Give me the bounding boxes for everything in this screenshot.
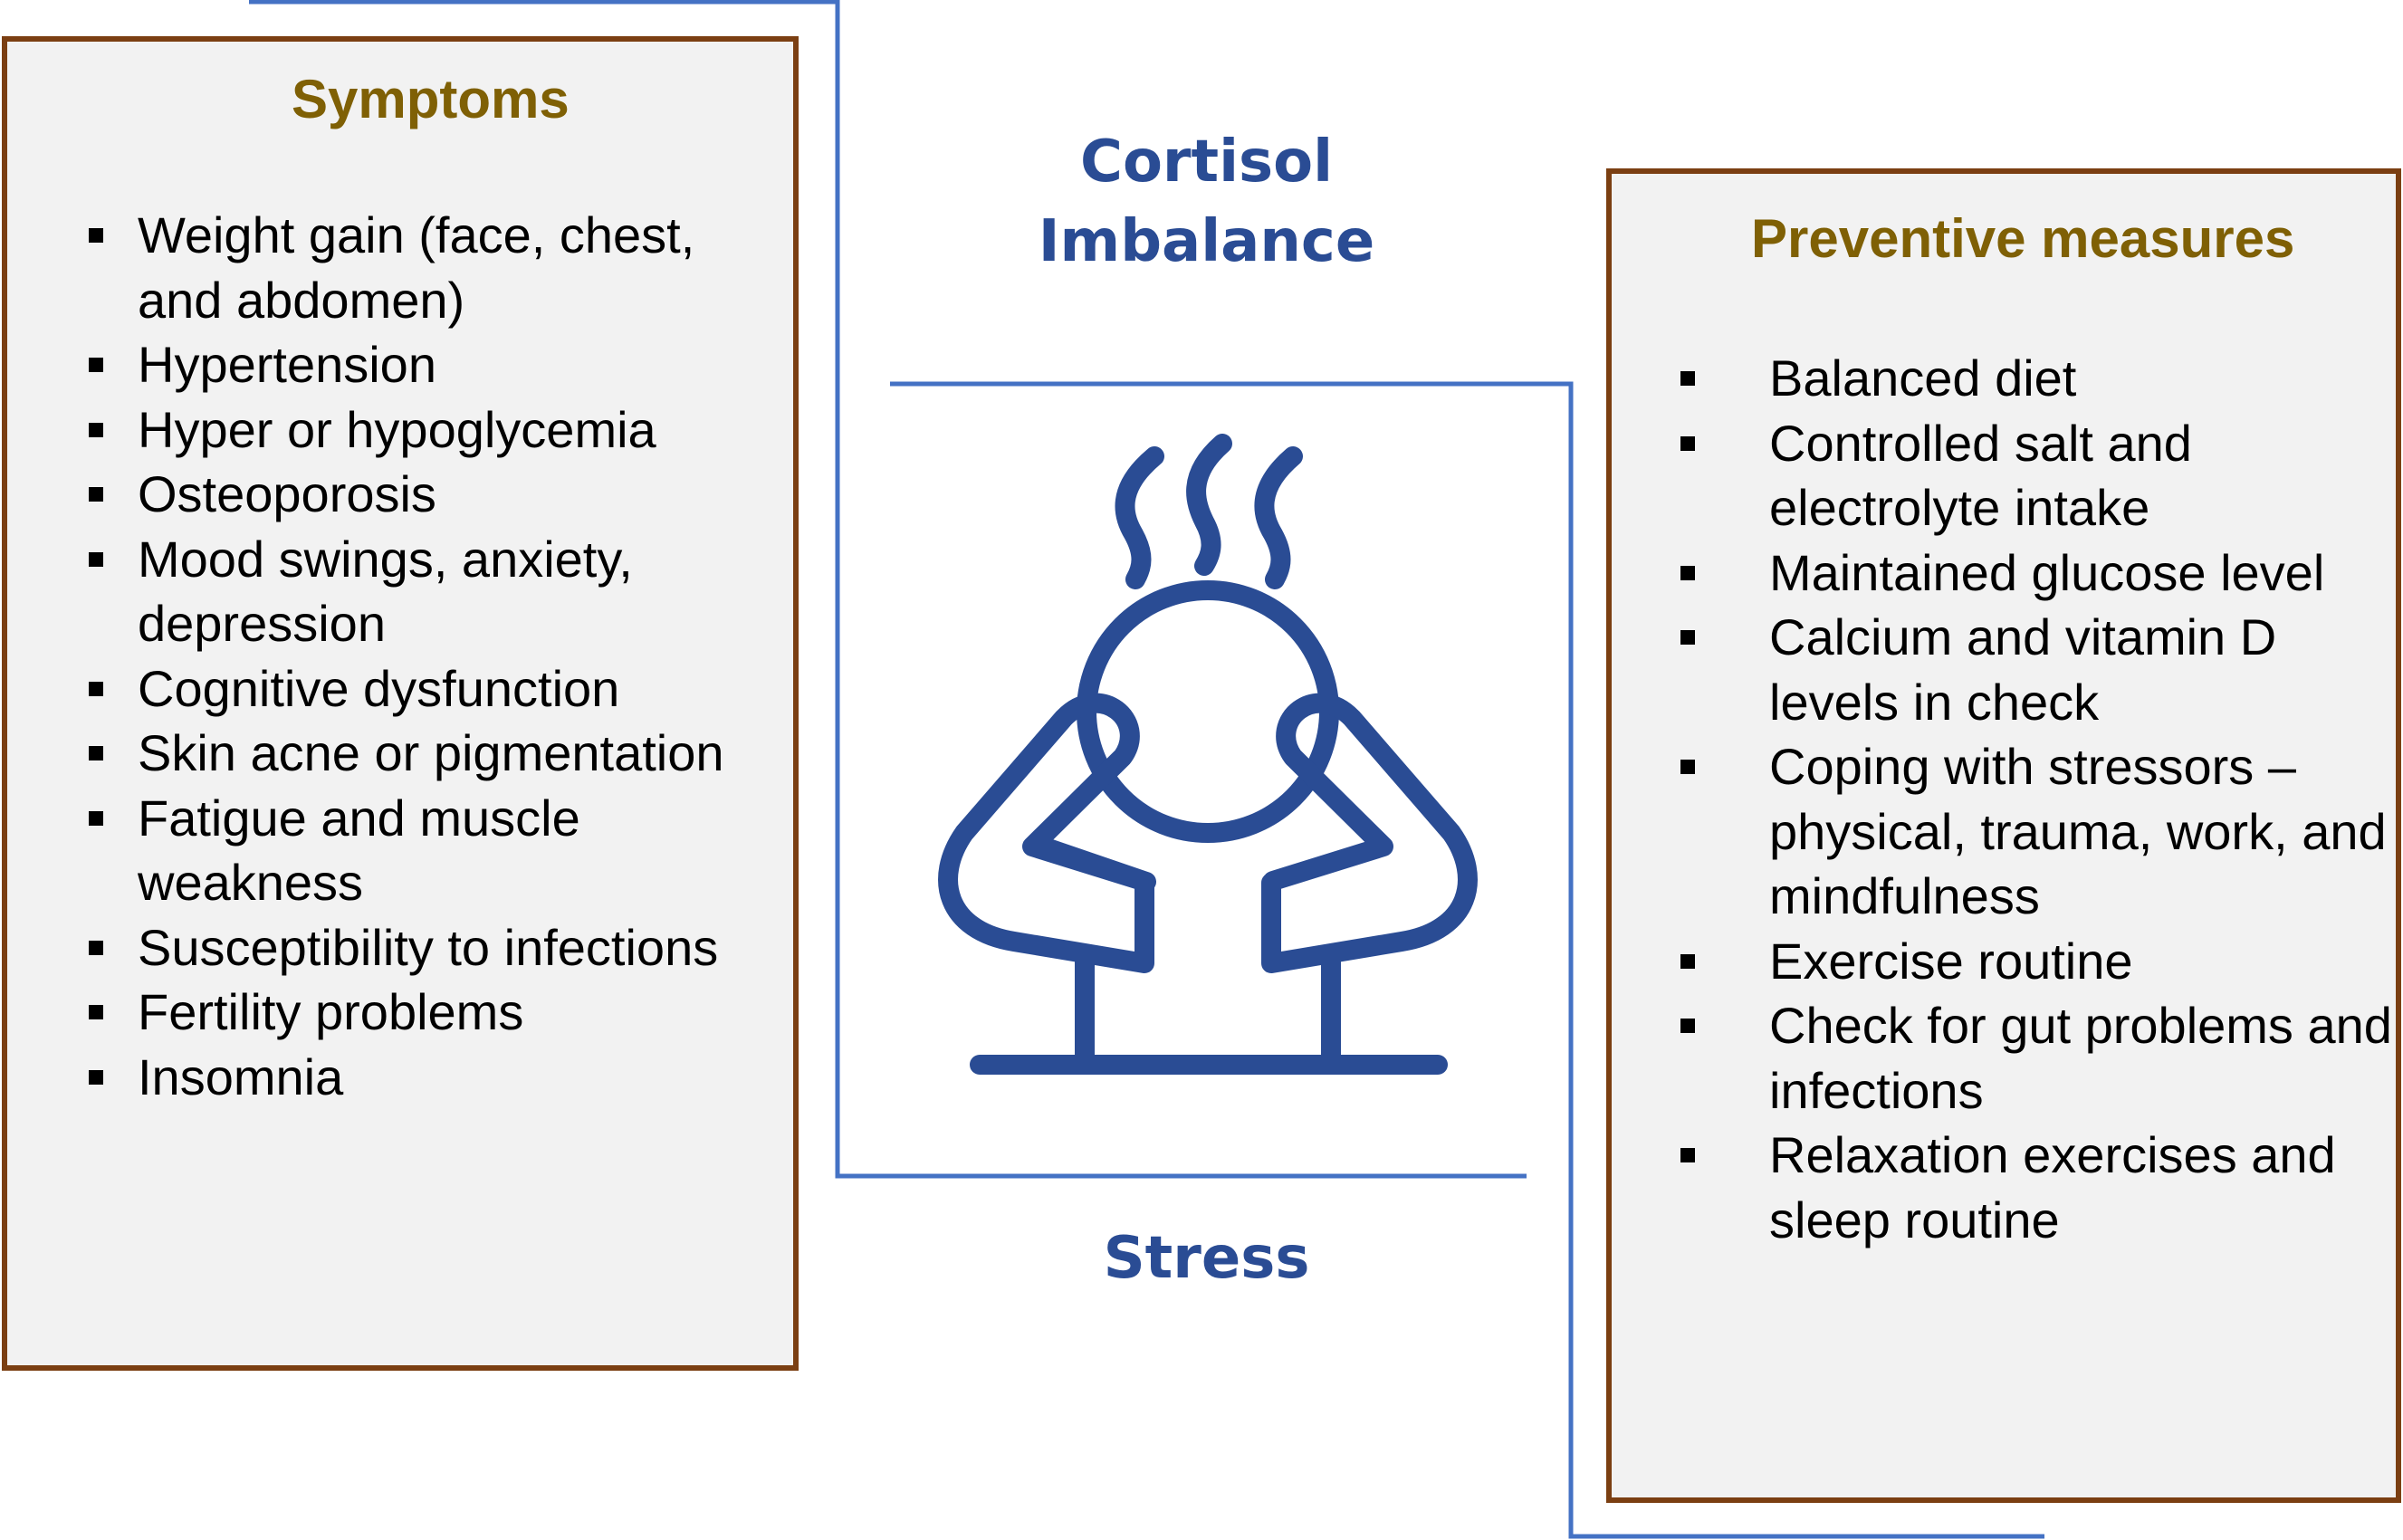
preventive-measures-list (1769, 346, 2394, 1252)
steam-line-left (1125, 456, 1154, 579)
center-title-line2: Imbalance (1038, 208, 1375, 275)
list-item: Coping with stressors – physical, trauma, work, and mindfulness (1769, 734, 2394, 929)
list-item: Fatigue and muscle weakness (138, 786, 790, 915)
list-item: Calcium and vitamin D levels in check (1769, 605, 2394, 734)
symptoms-box (2, 36, 799, 1371)
list-item: Susceptibility to infections (138, 915, 790, 980)
center-title-line1: Cortisol (1079, 129, 1334, 196)
center-title (987, 122, 1426, 282)
preventive-measures-box (1606, 168, 2401, 1503)
list-item: Hypertension (138, 332, 790, 397)
list-item: Weight gain (face, chest, and abdomen) (138, 203, 790, 332)
list-item: Controlled salt and electrolyte intake (1769, 411, 2394, 540)
list-item: Balanced diet (1769, 346, 2394, 411)
list-item: Mood swings, anxiety, depression (138, 527, 790, 656)
list-item: Hyper or hypoglycemia (138, 397, 790, 463)
left-arm (948, 703, 1146, 963)
preventive-measures-title: Preventive measures (1751, 208, 2295, 269)
list-item: Exercise routine (1769, 929, 2394, 994)
list-item: Fertility problems (138, 980, 790, 1045)
list-item: Insomnia (138, 1045, 790, 1110)
list-item: Osteoporosis (138, 462, 790, 527)
list-item: Relaxation exercises and sleep routine (1769, 1123, 2394, 1252)
steam-line-right (1264, 456, 1293, 579)
right-arm (1271, 703, 1468, 963)
symptoms-title: Symptoms (292, 69, 570, 129)
list-item: Cognitive dysfunction (138, 656, 790, 722)
list-item: Check for gut problems and infections (1769, 993, 2394, 1123)
list-item: Maintained glucose level (1769, 540, 2394, 606)
symptoms-list (138, 203, 790, 1109)
steam-line-center (1196, 444, 1222, 566)
stress-label: Stress (1103, 1225, 1310, 1292)
list-item: Skin acne or pigmentation (138, 721, 790, 786)
stressed-person-icon (924, 426, 1503, 1086)
